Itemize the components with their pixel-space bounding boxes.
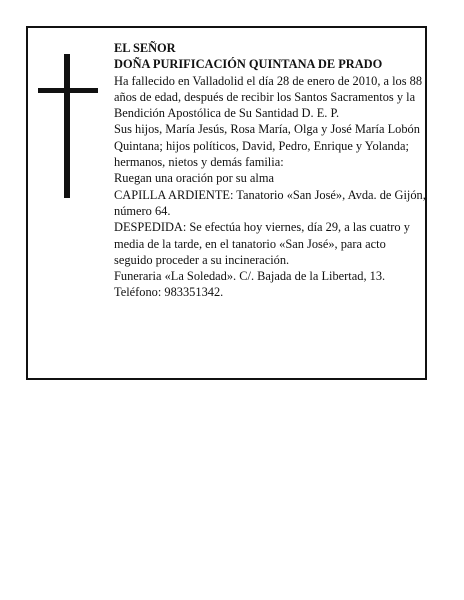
cross-icon: [38, 54, 98, 198]
deceased-name: DOÑA PURIFICACIÓN QUINTANA DE PRADO: [114, 57, 383, 72]
death-announcement: Ha fallecido en Valladolid el día 28 de enero de 2010, a los 88 años de edad, después de recibir los Santos Sacramentos y la Bendición Apostólica de Su Santidad D. E. P.: [114, 73, 423, 121]
farewell-info: DESPEDIDA: Se efectúa hoy viernes, día 29, a las cuatro y media de la tarde, en el tanatorio «San José», para acto seguido proceder a su incineración.: [114, 220, 410, 267]
family-list: Sus hijos, María Jesús, Rosa María, Olga y José María Lobón Quintana; hijos políticos, David, Pedro, Enrique y Yolanda; hermanos, nietos y demás familia:: [114, 122, 420, 170]
notice-body: [114, 40, 426, 301]
chapel-info: CAPILLA ARDIENTE: Tanatorio «San José», Avda. de Gijón, número 64.: [114, 187, 426, 218]
prayer-request: Ruegan una oración por su alma: [114, 171, 274, 186]
cross-horizontal-bar: [38, 88, 98, 93]
notice-heading: EL SEÑOR: [114, 41, 176, 55]
obituary-notice: [26, 26, 427, 380]
cross-vertical-bar: [64, 54, 70, 198]
funeral-home-info: Funeraria «La Soledad». C/. Bajada de la Libertad, 13. Teléfono: 983351342.: [114, 269, 386, 300]
